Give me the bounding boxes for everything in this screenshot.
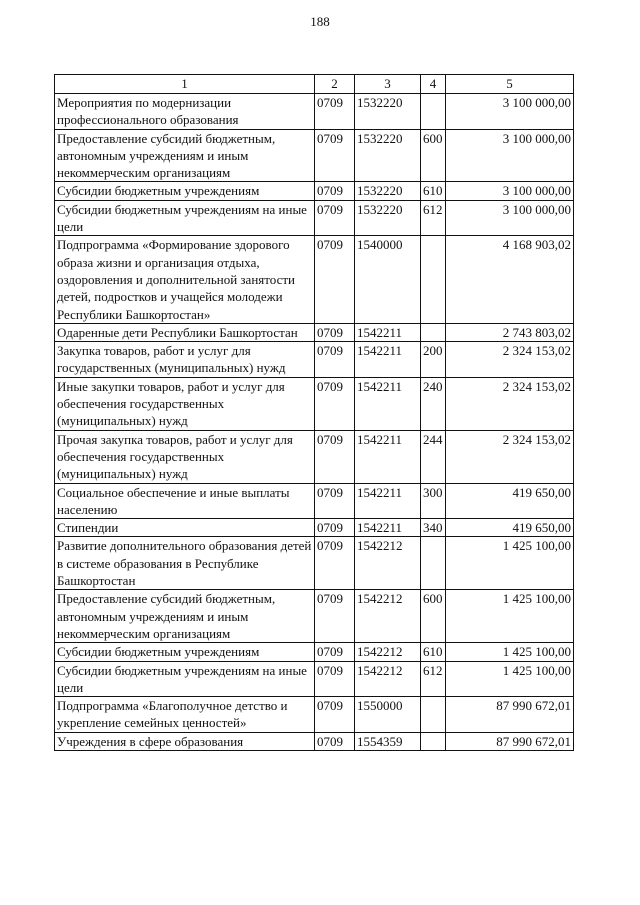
row-amount-cell: 1 425 100,00: [446, 537, 574, 590]
row-section-cell: 0709: [315, 236, 355, 323]
row-amount-cell: 1 425 100,00: [446, 643, 574, 661]
table-row: [55, 537, 574, 590]
row-expense-type-cell: 610: [421, 643, 446, 661]
row-target-cell: 1542211: [355, 519, 421, 537]
row-expense-type-cell: 200: [421, 342, 446, 378]
table-row: [55, 182, 574, 200]
table-row: [55, 377, 574, 430]
row-target-cell: 1542212: [355, 661, 421, 697]
header-cell: 2: [315, 75, 355, 94]
row-name-cell: Субсидии бюджетным учреждениям на иные цели: [55, 200, 315, 236]
row-amount-cell: 3 100 000,00: [446, 94, 574, 130]
row-target-cell: 1542211: [355, 323, 421, 341]
row-amount-cell: 3 100 000,00: [446, 129, 574, 182]
row-amount-cell: 87 990 672,01: [446, 697, 574, 733]
row-section-cell: 0709: [315, 732, 355, 750]
row-amount-cell: 3 100 000,00: [446, 182, 574, 200]
row-name-cell: Предоставление субсидий бюджетным, автономным учреждениям и иным некоммерческим организациям: [55, 590, 315, 643]
table-row: [55, 129, 574, 182]
row-section-cell: 0709: [315, 643, 355, 661]
table-row: [55, 643, 574, 661]
row-expense-type-cell: 610: [421, 182, 446, 200]
row-section-cell: 0709: [315, 129, 355, 182]
row-target-cell: 1542211: [355, 483, 421, 519]
row-expense-type-cell: 612: [421, 200, 446, 236]
header-cell: 5: [446, 75, 574, 94]
table-row: [55, 430, 574, 483]
table-row: [55, 483, 574, 519]
row-name-cell: Подпрограмма «Формирование здорового образа жизни и организация отдыха, оздоровления и дополнительной занятости детей, подростков и учащейся молодежи Республики Башкортостан»: [55, 236, 315, 323]
row-target-cell: 1542212: [355, 537, 421, 590]
row-target-cell: 1550000: [355, 697, 421, 733]
row-amount-cell: 1 425 100,00: [446, 661, 574, 697]
header-cell: 3: [355, 75, 421, 94]
table-row: [55, 342, 574, 378]
row-expense-type-cell: 300: [421, 483, 446, 519]
table-row: [55, 661, 574, 697]
table-row: [55, 732, 574, 750]
row-section-cell: 0709: [315, 182, 355, 200]
row-expense-type-cell: 600: [421, 590, 446, 643]
row-name-cell: Подпрограмма «Благополучное детство и укрепление семейных ценностей»: [55, 697, 315, 733]
row-expense-type-cell: [421, 236, 446, 323]
row-amount-cell: 2 324 153,02: [446, 430, 574, 483]
table-row: [55, 697, 574, 733]
row-section-cell: 0709: [315, 519, 355, 537]
row-target-cell: 1542211: [355, 430, 421, 483]
row-amount-cell: 2 324 153,02: [446, 377, 574, 430]
row-target-cell: 1542212: [355, 590, 421, 643]
row-target-cell: 1532220: [355, 94, 421, 130]
row-section-cell: 0709: [315, 483, 355, 519]
row-expense-type-cell: 340: [421, 519, 446, 537]
header-row: [55, 75, 574, 94]
row-amount-cell: 4 168 903,02: [446, 236, 574, 323]
row-amount-cell: 87 990 672,01: [446, 732, 574, 750]
row-expense-type-cell: [421, 732, 446, 750]
row-name-cell: Учреждения в сфере образования: [55, 732, 315, 750]
row-section-cell: 0709: [315, 590, 355, 643]
row-amount-cell: 419 650,00: [446, 483, 574, 519]
row-expense-type-cell: [421, 537, 446, 590]
row-expense-type-cell: [421, 697, 446, 733]
table-row: [55, 323, 574, 341]
row-section-cell: 0709: [315, 200, 355, 236]
row-expense-type-cell: 612: [421, 661, 446, 697]
row-name-cell: Мероприятия по модернизации профессионального образования: [55, 94, 315, 130]
row-section-cell: 0709: [315, 377, 355, 430]
row-target-cell: 1542212: [355, 643, 421, 661]
row-name-cell: Иные закупки товаров, работ и услуг для обеспечения государственных (муниципальных) нужд: [55, 377, 315, 430]
row-name-cell: Одаренные дети Республики Башкортостан: [55, 323, 315, 341]
row-name-cell: Социальное обеспечение и иные выплаты населению: [55, 483, 315, 519]
row-section-cell: 0709: [315, 94, 355, 130]
header-cell: 4: [421, 75, 446, 94]
row-amount-cell: 3 100 000,00: [446, 200, 574, 236]
row-section-cell: 0709: [315, 697, 355, 733]
row-target-cell: 1554359: [355, 732, 421, 750]
row-name-cell: Закупка товаров, работ и услуг для государственных (муниципальных) нужд: [55, 342, 315, 378]
page-number: 188: [310, 14, 330, 29]
row-name-cell: Прочая закупка товаров, работ и услуг для обеспечения государственных (муниципальных) нужд: [55, 430, 315, 483]
row-target-cell: 1542211: [355, 342, 421, 378]
table-body: [55, 94, 574, 751]
row-expense-type-cell: 600: [421, 129, 446, 182]
row-section-cell: 0709: [315, 323, 355, 341]
row-amount-cell: 2 743 803,02: [446, 323, 574, 341]
row-name-cell: Развитие дополнительного образования детей в системе образования в Республике Башкортостан: [55, 537, 315, 590]
row-name-cell: Субсидии бюджетным учреждениям: [55, 643, 315, 661]
table-row: [55, 94, 574, 130]
row-target-cell: 1532220: [355, 129, 421, 182]
table-row: [55, 200, 574, 236]
row-section-cell: 0709: [315, 661, 355, 697]
row-amount-cell: 1 425 100,00: [446, 590, 574, 643]
table-row: [55, 519, 574, 537]
table-row: [55, 236, 574, 323]
row-section-cell: 0709: [315, 430, 355, 483]
row-name-cell: Субсидии бюджетным учреждениям на иные цели: [55, 661, 315, 697]
row-name-cell: Субсидии бюджетным учреждениям: [55, 182, 315, 200]
budget-table: [54, 74, 574, 751]
table-row: [55, 590, 574, 643]
row-name-cell: Стипендии: [55, 519, 315, 537]
row-target-cell: 1532220: [355, 200, 421, 236]
row-expense-type-cell: [421, 94, 446, 130]
row-amount-cell: 419 650,00: [446, 519, 574, 537]
row-name-cell: Предоставление субсидий бюджетным, автономным учреждениям и иным некоммерческим организациям: [55, 129, 315, 182]
header-cell: 1: [55, 75, 315, 94]
row-target-cell: 1542211: [355, 377, 421, 430]
row-expense-type-cell: 244: [421, 430, 446, 483]
row-expense-type-cell: [421, 323, 446, 341]
row-expense-type-cell: 240: [421, 377, 446, 430]
row-section-cell: 0709: [315, 342, 355, 378]
row-target-cell: 1540000: [355, 236, 421, 323]
row-amount-cell: 2 324 153,02: [446, 342, 574, 378]
row-section-cell: 0709: [315, 537, 355, 590]
row-target-cell: 1532220: [355, 182, 421, 200]
